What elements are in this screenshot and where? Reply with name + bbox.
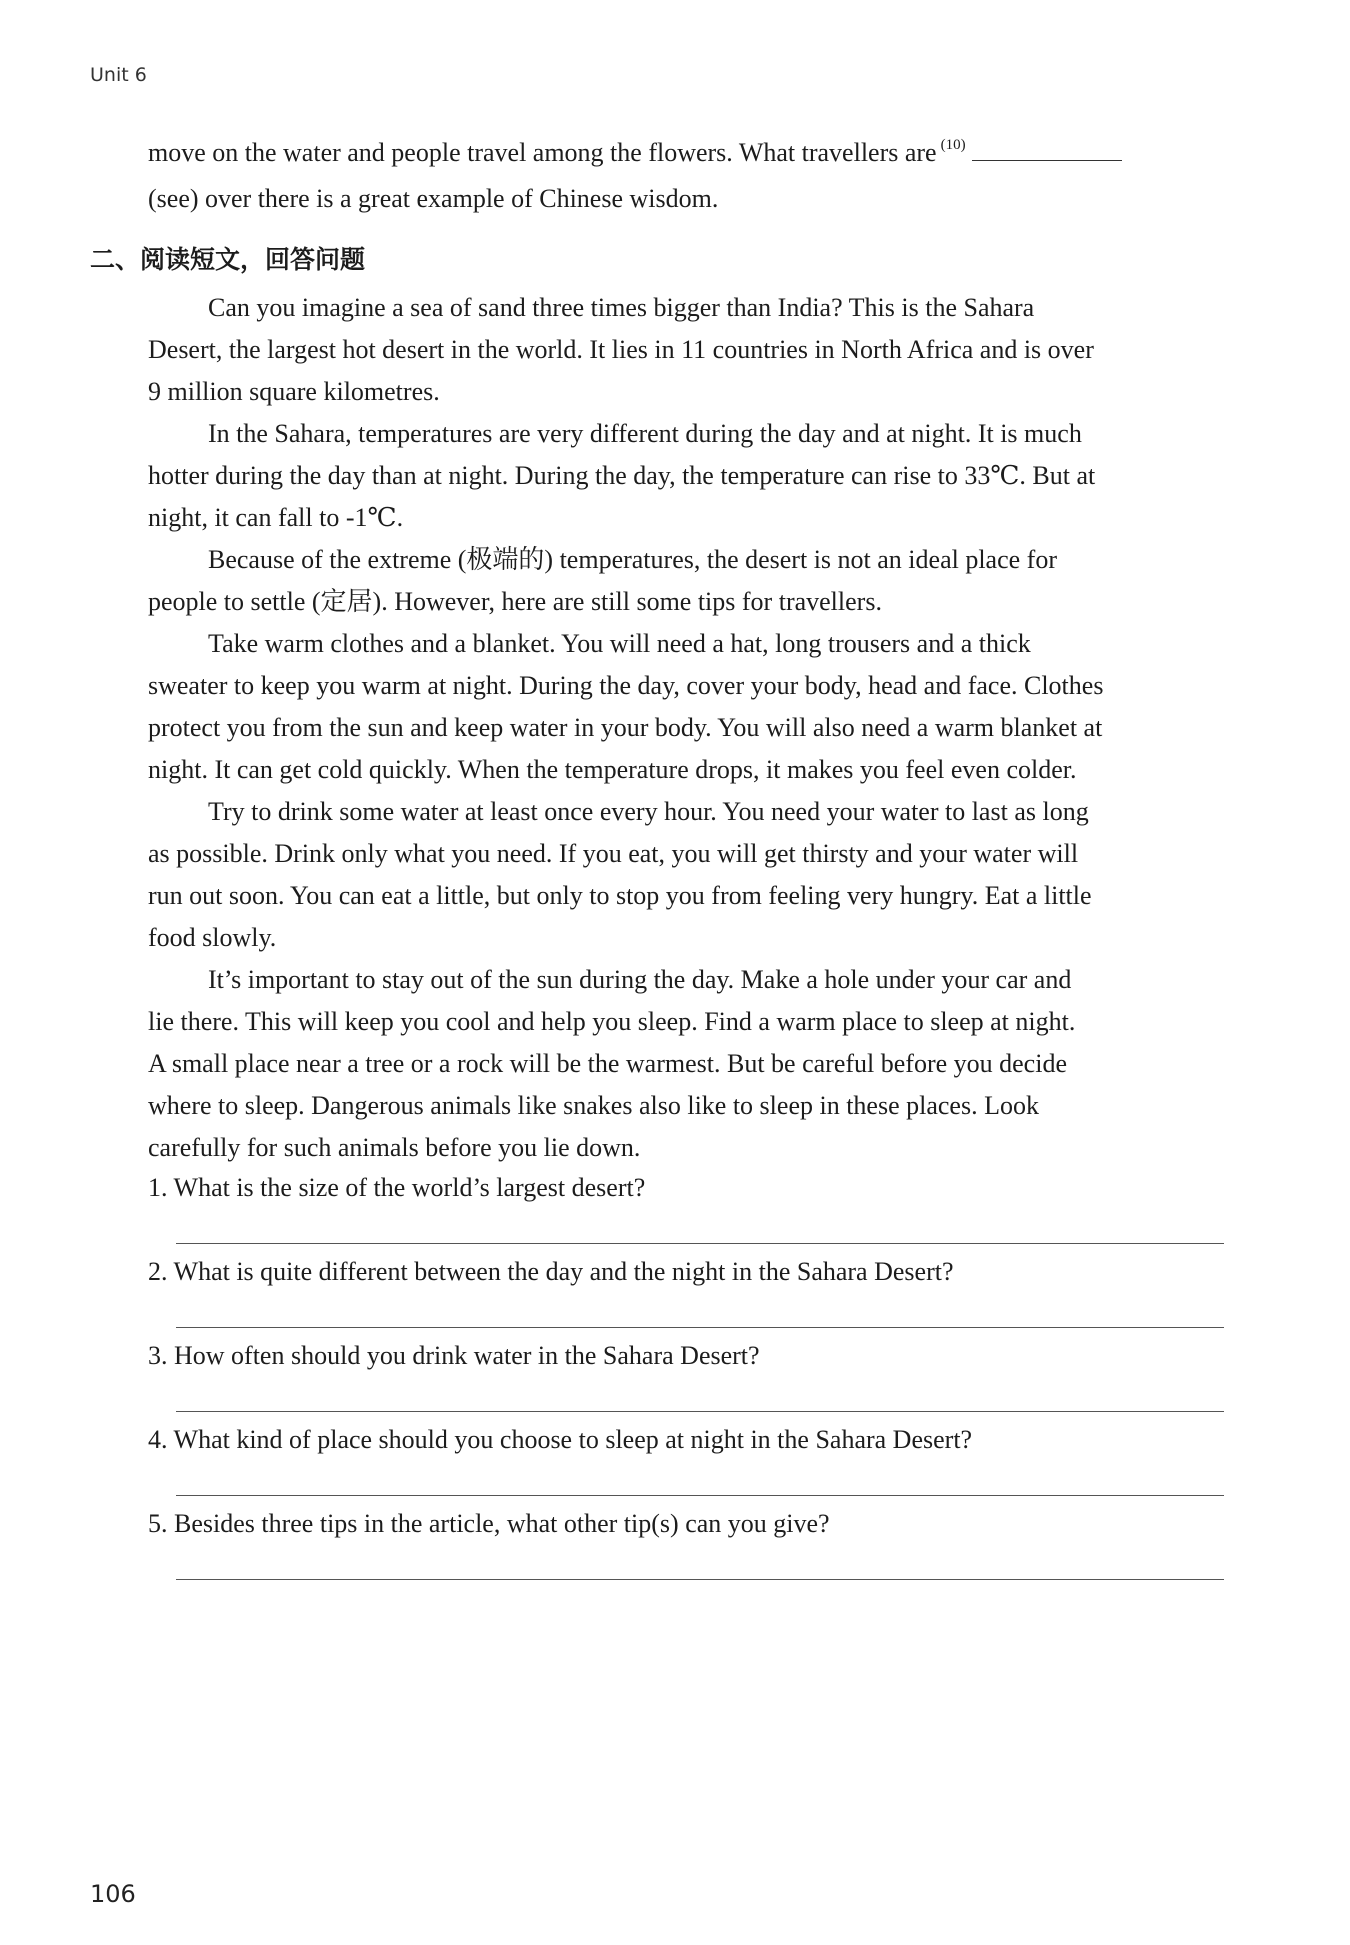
passage-line: Can you imagine a sea of sand three times bigger than India? This is the Sahara [208,293,1035,322]
question-text: 1. What is the size of the world’s largest desert? [148,1173,646,1202]
answer-line[interactable] [176,1579,1224,1580]
passage-line: Desert, the largest hot desert in the world. It lies in 11 countries in North Africa and is over [148,335,1094,364]
question-item [148,1419,1228,1503]
passage-line: people to settle (定居). However, here are still some tips for travellers. [148,587,882,616]
answer-line[interactable] [176,1327,1224,1328]
continuation-text [148,130,1224,220]
continuation-line-2: (see) over there is a great example of Chinese wisdom. [148,184,719,213]
blank-number: (10) [940,137,966,153]
question-item [148,1503,1228,1587]
question-text: 3. How often should you drink water in the Sahara Desert? [148,1341,760,1370]
passage-line: Try to drink some water at least once every hour. You need your water to last as long [208,797,1089,826]
passage-line: where to sleep. Dangerous animals like snakes also like to sleep in these places. Look [148,1091,1039,1120]
page-number: 106 [90,1880,136,1908]
passage-line: In the Sahara, temperatures are very different during the day and at night. It is much [208,419,1082,448]
question-item [148,1335,1228,1419]
question-item [148,1167,1228,1251]
question-list [148,1167,1228,1587]
passage-line: night, it can fall to -1℃. [148,503,404,532]
fill-in-blank[interactable] [972,130,1122,161]
passage-line: hotter during the day than at night. During the day, the temperature can rise to 33℃. But at [148,461,1096,490]
answer-line[interactable] [176,1495,1224,1496]
answer-line[interactable] [176,1411,1224,1412]
passage-line: protect you from the sun and keep water in your body. You will also need a warm blanket at [148,713,1103,742]
passage-line: Take warm clothes and a blanket. You will need a hat, long trousers and a thick [208,629,1031,658]
question-text: 4. What kind of place should you choose to sleep at night in the Sahara Desert? [148,1425,973,1454]
question-text: 5. Besides three tips in the article, what other tip(s) can you give? [148,1509,830,1538]
passage-line: Because of the extreme (极端的) temperatures, the desert is not an ideal place for [208,545,1057,574]
passage-line: A small place near a tree or a rock will be the warmest. But be careful before you decide [148,1049,1067,1078]
unit-label: Unit 6 [90,64,147,86]
passage-line: lie there. This will keep you cool and help you sleep. Find a warm place to sleep at night. [148,1007,1076,1036]
passage-line: food slowly. [148,923,277,952]
passage-line: night. It can get cold quickly. When the temperature drops, it makes you feel even colder. [148,755,1077,784]
reading-passage [148,287,1228,1169]
section-heading: 二、阅读短文，回答问题 [90,245,366,274]
passage-line: as possible. Drink only what you need. If you eat, you will get thirsty and your water will [148,839,1079,868]
passage-line: 9 million square kilometres. [148,377,440,406]
question-text: 2. What is quite different between the day and the night in the Sahara Desert? [148,1257,954,1286]
continuation-line-1-text: move on the water and people travel among the flowers. What travellers are [148,138,937,167]
answer-line[interactable] [176,1243,1224,1244]
question-item [148,1251,1228,1335]
continuation-line-1 [148,130,1224,178]
passage-line: sweater to keep you warm at night. During the day, cover your body, head and face. Clothes [148,671,1104,700]
passage-line: carefully for such animals before you lie down. [148,1133,641,1162]
passage-line: It’s important to stay out of the sun during the day. Make a hole under your car and [208,965,1072,994]
passage-line: run out soon. You can eat a little, but only to stop you from feeling very hungry. Eat a little [148,881,1092,910]
